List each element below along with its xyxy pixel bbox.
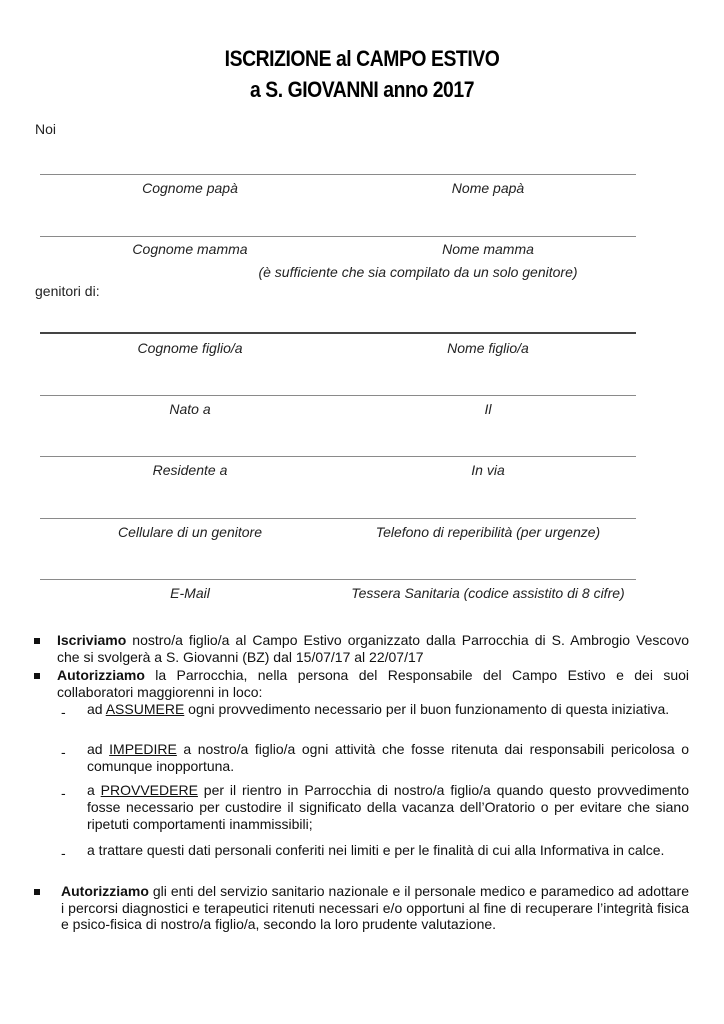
sub-item-prevent (87, 741, 689, 775)
street-label: In via (471, 462, 505, 478)
sub-item-data: a trattare questi dati personali conferiti nei limiti e per le finalità di cui alla Informativa in calce. (87, 842, 665, 858)
single-parent-note: (è sufficiente che sia compilato da un solo genitore) (258, 264, 578, 280)
intro-text: Noi (35, 121, 57, 137)
parent-mobile-label: Cellulare di un genitore (118, 524, 262, 540)
child-surname-label: Cognome figlio/a (137, 340, 243, 356)
sub-item-provide (87, 782, 689, 833)
authorize-text: la Parrocchia, nella persona del Responsabile del Campo Estivo e dei suoi collaboratori maggiorenni in loco: (57, 667, 689, 700)
residence-fill-line[interactable] (40, 456, 636, 457)
enroll-text: nostro/a figlio/a al Campo Estivo organizzato dalla Parrocchia di S. Ambrogio Vescovo che si svolgerà a S. Giovanni (BZ) dal 15/07/17 al 22/07/17 (57, 632, 689, 665)
parents-of-label: genitori di: (35, 283, 100, 299)
father-surname-label: Cognome papà (142, 180, 238, 196)
child-name-fill-line[interactable] (40, 332, 636, 334)
dash-icon: - (61, 744, 66, 760)
dash-icon: - (61, 704, 66, 720)
enroll-bold: Iscriviamo (57, 632, 127, 648)
bullet-icon (34, 673, 40, 679)
birthplace-label: Nato a (169, 401, 211, 417)
sub-item-prefix: a (87, 782, 101, 798)
sub-item-prefix: ad (87, 701, 106, 717)
dash-icon: - (61, 845, 66, 861)
sub-item-assume (87, 701, 689, 718)
form-title-line1: ISCRIZIONE al CAMPO ESTIVO (224, 46, 500, 71)
authorize-bold: Autorizziamo (57, 667, 145, 683)
email-fill-line[interactable] (40, 579, 636, 580)
sub-item-keyword: PROVVEDERE (100, 782, 198, 798)
mother-surname-label: Cognome mamma (132, 241, 248, 257)
dash-icon: - (61, 785, 66, 801)
enrollment-paragraph (57, 632, 689, 665)
father-name-label: Nome papà (451, 180, 525, 196)
residence-label: Residente a (152, 462, 228, 478)
child-name-label: Nome figlio/a (447, 340, 529, 356)
phone-fill-line[interactable] (40, 518, 636, 519)
authorization-paragraph (57, 667, 689, 700)
bullet-icon (34, 889, 40, 895)
medical-text: gli enti del servizio sanitario nazionale e il personale medico e paramedico ad adottare i percorsi diagnostici e terapeutici ritenuti necessari e/o opportuni al fine di recuperare l’integrità fisica e psico-fisica di nostro/a figlio/a, secondo la loro prudente valutazione. (61, 883, 689, 932)
mother-name-label: Nome mamma (442, 241, 534, 257)
bullet-icon (34, 638, 40, 644)
sub-item-text: per il rientro in Parrocchia di nostro/a figlio/a quando questo provvedimento fosse necessario per custodire il significato della vacanza dell’Oratorio o per evitare che siano ripetuti comportamenti inammissibili; (87, 782, 689, 832)
medical-bold: Autorizziamo (61, 883, 149, 899)
sub-item-text: a nostro/a figlio/a ogni attività che fosse ritenuta dai responsabili pericolosa o comunque inopportuna. (87, 741, 690, 774)
sub-item-keyword: IMPEDIRE (109, 741, 177, 757)
sub-item-keyword: ASSUMERE (105, 701, 185, 717)
form-title-line2: a S. GIOVANNI anno 2017 (249, 77, 475, 102)
sub-item-text: ogni provvedimento necessario per il buon funzionamento di questa iniziativa. (184, 701, 670, 717)
emergency-phone-label: Telefono di reperibilità (per urgenze) (375, 524, 601, 540)
medical-authorization-paragraph (61, 883, 689, 933)
birthdate-label: Il (484, 401, 492, 417)
father-fill-line[interactable] (40, 174, 636, 175)
sub-item-prefix: ad (87, 741, 110, 757)
mother-fill-line[interactable] (40, 236, 636, 237)
birth-fill-line[interactable] (40, 395, 636, 396)
email-label: E-Mail (170, 585, 210, 601)
health-card-label: Tessera Sanitaria (codice assistito di 8 cifre) (351, 585, 625, 601)
